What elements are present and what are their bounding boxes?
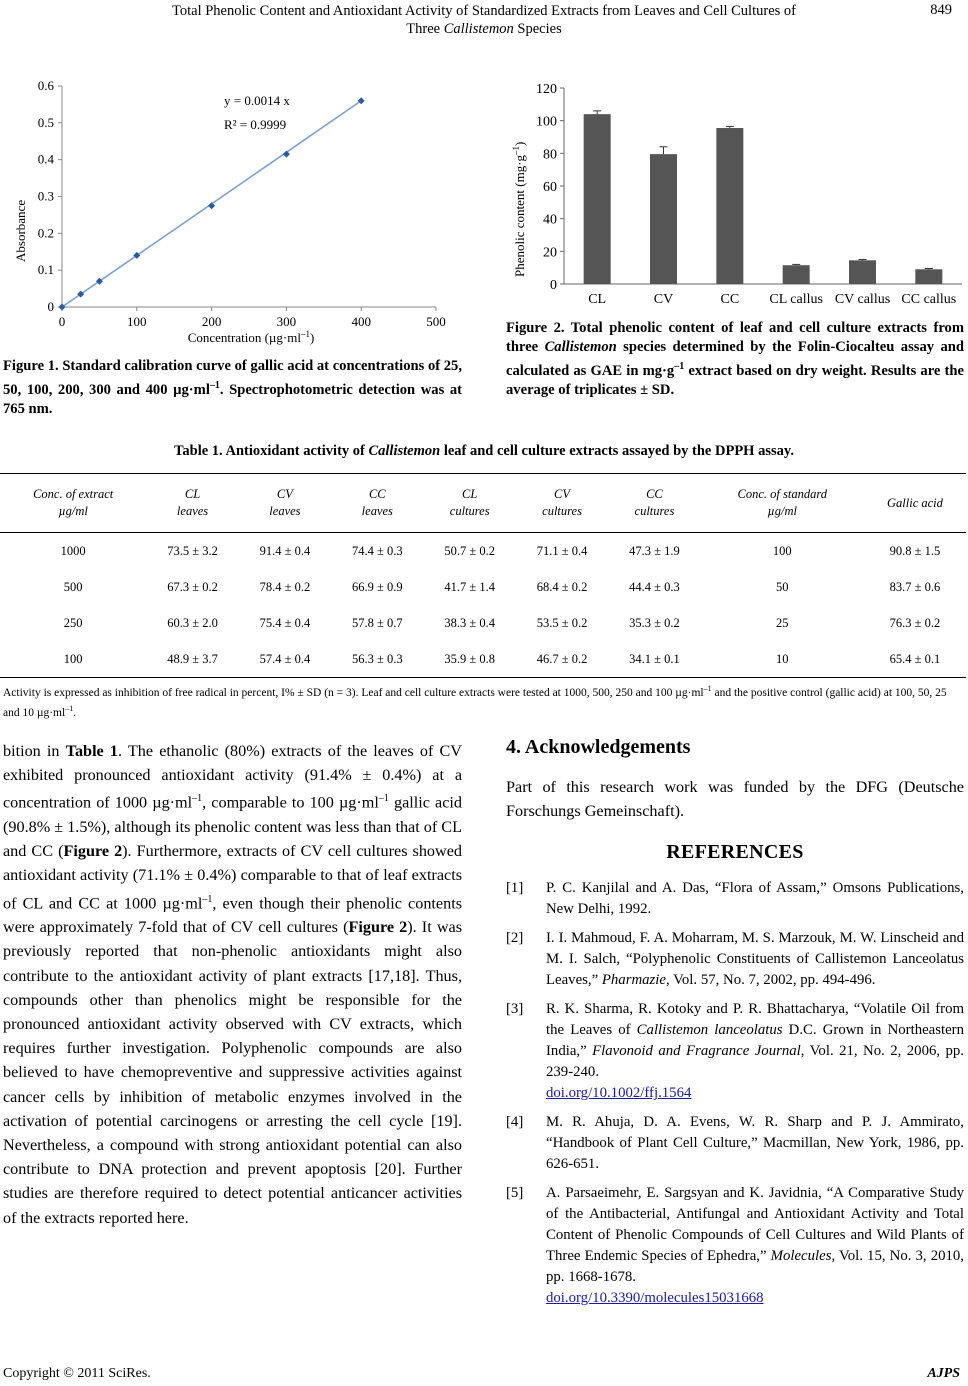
f2-y-tick-label: 120 [536, 82, 557, 97]
f2-y-tick-label: 100 [536, 114, 557, 130]
table-row [0, 605, 966, 641]
references-heading: REFERENCES [666, 841, 804, 863]
f1-x-tick-label: 300 [276, 314, 297, 329]
f2-bar [783, 265, 810, 284]
f1-x-tick-label: 400 [351, 314, 371, 329]
f1-y-tick-label: 0.4 [37, 151, 54, 167]
table-note: Activity is expressed as inhibition of free radical in percent, I% ± SD (n = 3). Leaf and cell culture extracts were tested at 1000, 500, 250 and 100 $\mu g\cdot ml^{-1}$ and the positive control (gallic acid) at 100, 50, 25 and 10 $\mu g\cdot ml^{-1}$. [3, 684, 947, 719]
table-cell: 66.9 ± 0.9 [351, 579, 403, 594]
f2-bar [716, 128, 743, 284]
f1-data-point [283, 151, 290, 158]
table-cell: 44.4 ± 0.3 [629, 579, 680, 594]
table-header-line: Conc. of standard [737, 487, 827, 501]
f2-category-label: CL callus [769, 292, 823, 307]
table-cell: 50.7 ± 0.2 [444, 543, 495, 558]
table-header-line: CL [462, 487, 478, 501]
f2-category-label: CC callus [901, 292, 957, 307]
reference-2: [2] I. I. Mahmoud, F. A. Moharram, M. S. Marzouk, M. W. Linscheid and M. I. Salch, “Polyphenolic Constituents of Callistemon Lanceolatus Leaves,” Pharmazie, Vol. 57, No. 7, 2002, pp. 494-496. [506, 930, 964, 988]
header-title-line1: Total Phenolic Content and Antioxidant Activity of Standardized Extracts from Leaves and Cell Cultures of [172, 3, 796, 19]
f1-y-tick-label: 0.6 [37, 78, 54, 93]
table-cell: 35.3 ± 0.2 [629, 615, 680, 630]
references-list [506, 878, 964, 1317]
f1-y-tick-label: 0 [47, 299, 54, 314]
table-cell: 100 [772, 543, 792, 558]
table-header-line: leaves [176, 504, 209, 518]
table-header-cell [0, 474, 146, 533]
antioxidant-table [0, 473, 966, 678]
reference-1: [1] P. C. Kanjilal and A. Das, “Flora of Assam,” Omsons Publications, New Delhi, 1992. [506, 880, 964, 917]
table-cell: 50 [776, 579, 789, 594]
reference-5-doi-link[interactable]: doi.org/10.3390/molecules15031668 [546, 1290, 764, 1306]
f2-bar [650, 154, 677, 284]
f1-y-tick-label: 0.2 [37, 225, 54, 241]
acknowledgements-heading: 4. Acknowledgements [506, 736, 691, 758]
table-cell: 46.7 ± 0.2 [516, 641, 608, 678]
f1-equation: y = 0.0014 x [224, 93, 290, 108]
table-header-cell [701, 474, 864, 533]
body-paragraph: bition in Table 1. The ethanolic (80%) extracts of the leaves of CV exhibited pronounced antioxidant activity (91.4% ± 0.4%) at a concentration of 1000 $\mu g\cdot ml^{-1}$, comparable to 100 $\mu g\cdot ml^{-1}$ gallic acid (90.8% ± 1.5%), although its phenolic content was less than that of CL and CC (Figure 2). Furthermore, extracts of CV cell cultures showed antioxidant activity (71.1% ± 0.4%) comparable to that of leaf extracts of CL and CC at 1000 $\mu g\cdot ml^{-1}$, even though their phenolic contents were approximately 7-fold that of CV cell cultures (Figure 2). It was previously reported that non-phenolic antioxidants might also contribute to the antioxidant activity of plant extracts [17,18]. Thus, compounds other than phenolics might be responsible for the pronounced antioxidant activity observed with CV extracts, which requires further investigation. Polyphenolic compounds are also believed to have chemopreventive and suppressive activities against cancer cells by inhibition of metabolic enzymes involved in the activation of potential carcinogens or arresting the cell cycle [19]. Nevertheless, a compound with strong antioxidant potential can also contribute to DNA protection and prevent apoptosis [20]. Further studies are therefore required to detect potential anticancer activities of the extracts reported here. [3, 742, 462, 1227]
table-cell: 250 [63, 615, 83, 630]
f1-y-tick-label: 0.1 [37, 262, 54, 278]
f1-y-tick-label: 0.5 [37, 114, 54, 130]
table-cell: 25 [776, 615, 789, 630]
f1-x-tick-label: 100 [127, 314, 147, 329]
table-header-line: cultures [542, 504, 582, 518]
table-row [0, 641, 966, 678]
f1-x-tick-label: 0 [58, 314, 66, 329]
table-cell: 56.3 ± 0.3 [331, 641, 423, 678]
figure1-caption: Figure 1. Standard calibration curve of gallic acid at concentrations of 25, 50, 100, 200, 300 and 400 $\mu g\cdot ml^{-1}$. Spectrophotometric detection was at 765 nm. [3, 358, 462, 417]
table-cell: 500 [63, 579, 83, 594]
reference-4: [4] M. R. Ahuja, D. A. Evens, W. R. Sharp and P. J. Ammirato, “Handbook of Plant Cell Culture,” Macmillan, New York, 1986, pp. 626-651. [506, 1114, 964, 1172]
figure2-chart [506, 72, 968, 312]
table-header-line: µg/ml [767, 504, 797, 518]
table-header-line: CV [276, 487, 293, 501]
table-header-cell [608, 474, 700, 533]
f2-y-tick-label: 60 [543, 180, 557, 195]
table-header-cell [331, 474, 423, 533]
table-header-cell [239, 474, 331, 533]
f1-data-point [208, 202, 215, 209]
f2-y-label: Phenolic content $(mg\cdot g^{-1})$ [511, 141, 527, 277]
table-cell: 60.3 ± 2.0 [167, 615, 218, 630]
table-cell: 83.7 ± 0.6 [889, 579, 941, 594]
table-header-cell [864, 474, 966, 533]
table-row [0, 569, 966, 605]
table-header-row [0, 474, 966, 533]
table-cell: 34.1 ± 0.1 [608, 641, 700, 678]
f1-x-tick-label: 500 [426, 314, 446, 329]
table-cell: 53.5 ± 0.2 [536, 615, 588, 630]
f1-y-tick-label: 0.3 [37, 188, 54, 204]
table-cell: 41.7 ± 1.4 [444, 579, 495, 594]
f2-bar [849, 260, 876, 284]
table-header-line: Conc. of extract [33, 487, 114, 501]
table-header-line: cultures [634, 504, 675, 518]
f1-x-tick-label: 200 [201, 314, 222, 329]
f2-y-tick-label: 20 [543, 245, 557, 261]
table-cell: 73.5 ± 3.2 [167, 543, 218, 558]
reference-3-doi-link[interactable]: doi.org/10.1002/ffj.1564 [546, 1085, 692, 1101]
f2-y-tick-label: 0 [550, 278, 557, 293]
f2-bar [915, 269, 942, 284]
reference-5: [5] A. Parsaeimehr, E. Sargsyan and K. Javidnia, “A Comparative Study of the Antibacterial, Antifungal and Antioxidant Activity and Total Content of Phenolic Compounds of Cell Cultures and Wild Plants of Three Endemic Species of Ephedra,” Molecules, Vol. 15, No. 3, 2010, pp. 1668-1678. doi.org/10.3390/molecules15031668 [506, 1185, 964, 1306]
table-cell: 57.8 ± 0.7 [351, 615, 403, 630]
table-cell: 75.4 ± 0.4 [259, 615, 311, 630]
figure2-caption: Figure 2. Total phenolic content of leaf and cell culture extracts from three Callistemon species determined by the Folin-Ciocalteu assay and calculated as GAE in $mg\cdot g^{-1}$ extract based on dry weight. Results are the average of triplicates ± SD. [506, 320, 964, 398]
table-header-line: Gallic acid [887, 495, 943, 510]
table-header-line: CV [554, 487, 571, 501]
table-cell: 10 [701, 641, 864, 678]
f1-y-label: Absorbance [13, 199, 28, 262]
table-cell: 71.1 ± 0.4 [536, 543, 588, 558]
table-cell: 1000 [60, 543, 86, 558]
page-number: 849 [930, 2, 952, 18]
table-cell: 78.4 ± 0.2 [259, 579, 311, 594]
f2-y-tick-label: 80 [543, 147, 557, 163]
acknowledgements-text: Part of this research work was funded by the DFG (Deutsche Forschungs Gemeinschaft). [506, 778, 964, 821]
table-cell: 76.3 ± 0.2 [889, 615, 941, 630]
f2-category-label: CC [720, 292, 740, 307]
table-cell: 100 [0, 641, 146, 678]
f2-y-tick-label: 40 [543, 212, 557, 228]
table-cell: 38.3 ± 0.4 [444, 615, 495, 630]
f2-bar [584, 114, 611, 284]
table-cell: 91.4 ± 0.4 [259, 543, 311, 558]
figure1-chart [0, 72, 468, 347]
table-cell: 48.9 ± 3.7 [146, 641, 238, 678]
table-header-line: CC [646, 487, 663, 501]
footer-journal: AJPS [927, 1366, 960, 1381]
f1-x-label: Concentration $(\mu g\cdot ml^{-1})$ [187, 329, 315, 345]
table-cell: 57.4 ± 0.4 [239, 641, 331, 678]
table-cell: 65.4 ± 0.1 [864, 641, 966, 678]
footer-copyright: Copyright © 2011 SciRes. [3, 1366, 151, 1381]
table-cell: 35.9 ± 0.8 [423, 641, 515, 678]
reference-3: [3] R. K. Sharma, R. Kotoky and P. R. Bhattacharya, “Volatile Oil from the Leaves of Callistemon lanceolatus D.C. Grown in Northeastern India,” Flavonoid and Fragrance Journal, Vol. 21, No. 2, 2006, pp. 239-240. doi.org/10.1002/ffj.1564 [506, 1001, 965, 1101]
table-header-line: CC [368, 487, 386, 501]
table-cell: 47.3 ± 1.9 [629, 543, 680, 558]
header-title-line2: Three Callistemon Species [406, 21, 562, 37]
table-header-line: CL [184, 487, 201, 501]
table-header-line: leaves [269, 504, 301, 518]
table-header-cell [423, 474, 515, 533]
table-cell: 90.8 ± 1.5 [889, 543, 941, 558]
f2-category-label: CL [588, 292, 607, 307]
table-title: Table 1. Antioxidant activity of Callistemon leaf and cell culture extracts assayed by the DPPH assay. [174, 443, 794, 459]
f2-category-label: CV callus [834, 292, 891, 307]
f1-r2: R² = 0.9999 [224, 117, 287, 132]
f2-category-label: CV [653, 292, 674, 307]
table-header-cell [146, 474, 238, 533]
table-cell: 68.4 ± 0.2 [536, 579, 588, 594]
table-cell: 67.3 ± 0.2 [167, 579, 218, 594]
table-header-cell [516, 474, 608, 533]
table-row [0, 533, 966, 570]
table-cell: 74.4 ± 0.3 [351, 543, 403, 558]
running-header [0, 2, 968, 38]
table-header-line: µg/ml [58, 504, 88, 518]
table-header-line: leaves [361, 504, 393, 518]
table-header-line: cultures [449, 504, 490, 518]
